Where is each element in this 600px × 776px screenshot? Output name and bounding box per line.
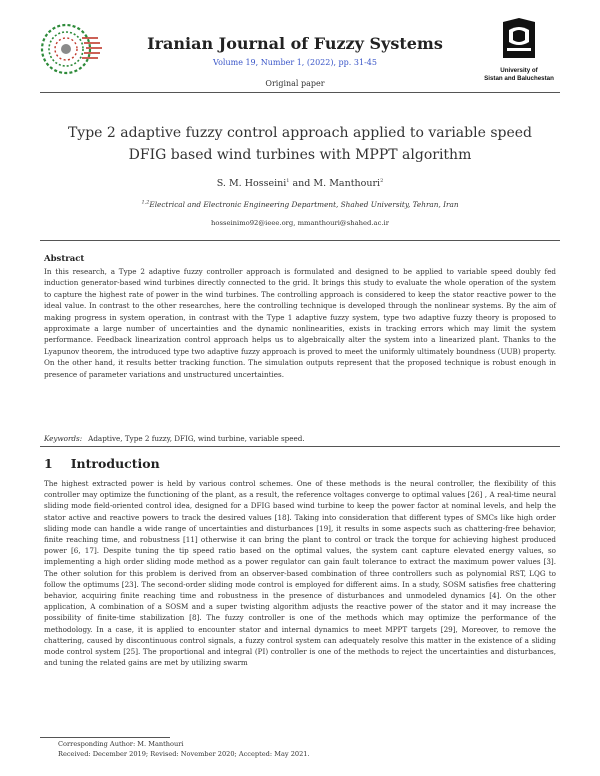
paper-type: Original paper	[265, 79, 325, 88]
keywords-line	[44, 434, 556, 443]
author-emails[interactable]: hosseinimo92@ieee.org, mmanthouri@shahed.ac.ir	[211, 219, 389, 227]
abstract-bottom-rule	[40, 446, 560, 447]
introduction-text: The highest extracted power is held by various control schemes. One of these methods is the neural controller, the flexibility of this controller may optimize the functioning of the plant, as a result, the reference voltages converge to optimal values [26] , A real-time neural sliding mode field-oriented control idea, designed for a DFIG based wind turbine to keep the power factor at nominal levels, and help the stator active and reactive powers to track the desired values [18]. Taking into consideration that different types of SMCs like high order sliding mode can handle a wide range of uncertainties and disturbances [19], it results in some aspects such as chattering-free behavior, finite reaching time, and robustness [11] otherwise it can bring the plant to control or track the torque for achieving highest produced power [6, 17]. Despite tuning the tip speed ratio based on the optimal values, the system cant capture elevated energy values, so implementing a high order sliding mode method as a power regulator can gain fault tolerance to extract the maximum power values [3]. The other solution for this problem is derived from an observer-based combination of three controllers such as polynomial RST, LQG to follow the optimums [23]. The second-order sliding mode control is employed for different aims. In a study, SOSM satisfies free chattering behavior, acquiring finite reaching time and robustness in the presence of disturbances and unmodeled dynamics [4]. On the other application, A combination of a SOSM and a super twisting algorithm adjusts the reactive power of the stator and it may increase the possibility of finite-time stabilization [8]. The fuzzy controller is one of the methods which may optimize the performance of the methodology. In a case, it is applied to encounter stator and internal dynamics to meet MPPT targets [29], Moreover, to remove the chattering, caused by discontinuous control signals, a fuzzy control system can adequately resolve this matter in the existence of a sliding mode control system [25]. The proportional and integral (PI) controller is one of the methods to reject the uncertainties and disturbances, and tuning the related gains are met by utilizing swarm	[44, 479, 556, 668]
author-name: M. Manthouri	[313, 178, 381, 189]
affiliation	[60, 200, 540, 209]
header-rule	[40, 92, 560, 93]
journal-title: Iranian Journal of Fuzzy Systems	[147, 34, 443, 53]
author-sup: 1	[286, 177, 290, 184]
university-name-line1: University of	[500, 67, 538, 74]
affiliation-text: Electrical and Electronic Engineering Department, Shahed University, Tehran, Iran	[149, 200, 459, 209]
section-heading-introduction	[44, 456, 160, 471]
affiliation-sup: 1,2	[141, 199, 150, 206]
received-dates: Received: December 2019; Revised: November 2020; Accepted: May 2021.	[58, 750, 310, 758]
author-line	[60, 178, 540, 189]
footnote-rule	[40, 737, 170, 738]
university-logo	[484, 18, 554, 84]
section-title: Introduction	[70, 456, 160, 471]
abstract-heading: Abstract	[44, 254, 85, 264]
university-name-line2: Sistan and Baluchestan	[484, 75, 554, 82]
author-and: and	[292, 178, 311, 189]
section-number: 1	[44, 456, 53, 471]
keywords-text: Adaptive, Type 2 fuzzy, DFIG, wind turbine, variable speed.	[88, 434, 305, 443]
corresponding-author: Corresponding Author: M. Manthouri	[58, 740, 184, 748]
journal-logo-icon	[36, 18, 104, 80]
abstract-text: In this research, a Type 2 adaptive fuzzy controller approach is formulated and designed to be applied to variable speed doubly fed induction generator-based wind turbines directly connected to the grid. It brings this study to evaluate the whole operation of the system to capture the highest rate of power in the wind turbines. The controlling approach is considered to keep the stator reactive power to the ideal value. In contrast to the other researches, here the controlling technique is developed through the nonlinear systems. By the aim of making progress in system operation, in contrast with the Type 1 adaptive fuzzy system, type two adaptive fuzzy theory is proposed to approximate a large number of uncertainties and the dynamic nonlinearities, exists in tracking errors which may limit the system performance. Feedback linearization control approach helps us to algebraically alter the system into a linearized plant. Thanks to the Lyapunov theorem, the introduced type two adaptive fuzzy approach is proved to meet the uniformly ultimately boundness (UUB) property. On the other hand, it results better tracking function. The simulation outputs represent that the proposed technique is robust enough in presence of parameter variations and unstructured uncertainties.	[44, 267, 556, 379]
author-sup: 2	[380, 177, 384, 184]
keywords-label: Keywords:	[44, 434, 83, 443]
abstract-top-rule	[40, 240, 560, 241]
paper-title: Type 2 adaptive fuzzy control approach applied to variable speed DFIG based wind turbines with MPPT algorithm	[67, 125, 533, 163]
university-logo-icon	[499, 18, 539, 62]
volume-info-link[interactable]: Volume 19, Number 1, (2022), pp. 31-45	[213, 58, 377, 67]
author-name: S. M. Hosseini	[216, 178, 287, 189]
